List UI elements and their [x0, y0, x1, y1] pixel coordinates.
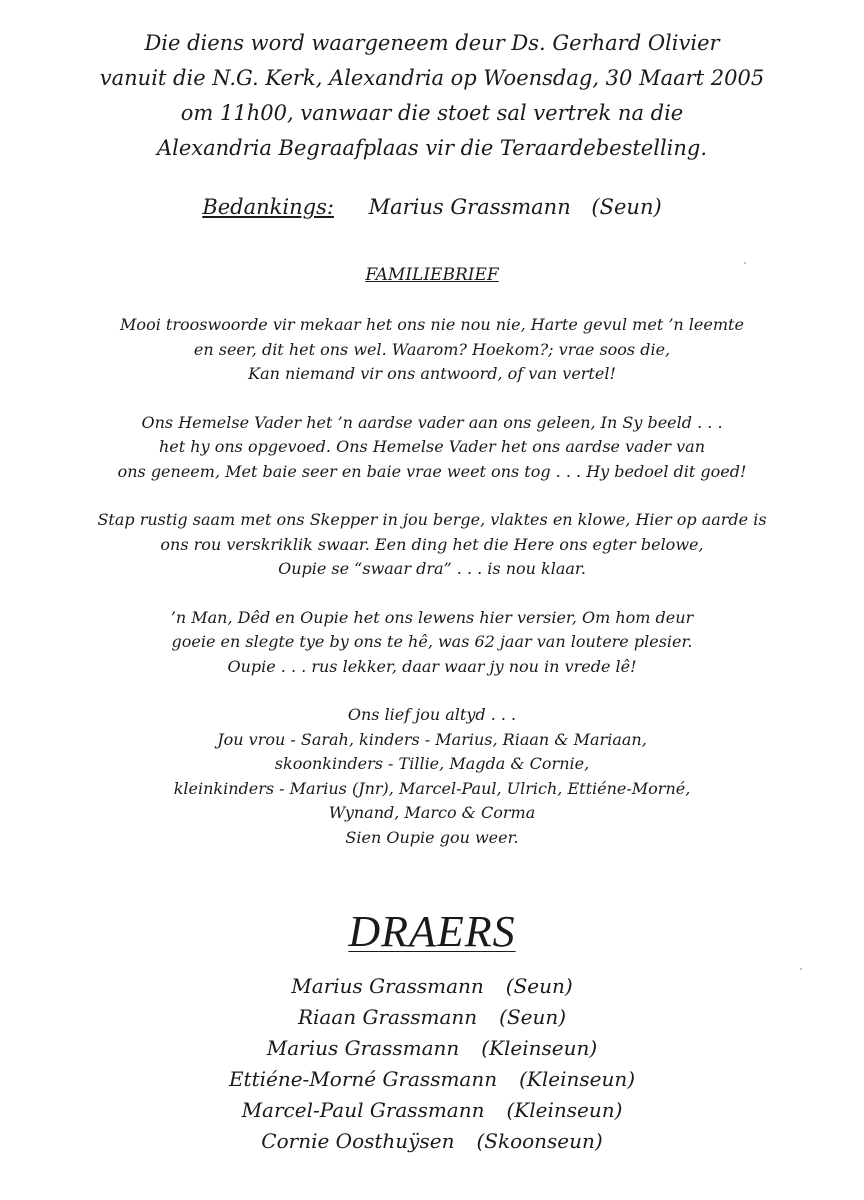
paper-speck	[800, 968, 802, 970]
stanza-line: Stap rustig saam met ons Skepper in jou berge, vlaktes en klowe, Hier op aarde is	[97, 510, 767, 529]
service-details	[40, 26, 824, 166]
stanza-line: Kan niemand vir ons antwoord, of van vertel!	[248, 364, 616, 383]
stanza-line: Oupie . . . rus lekker, daar waar jy nou in vrede lê!	[227, 656, 637, 676]
stanza-line: Sien Oupie gou weer.	[345, 827, 519, 847]
service-line: vanuit die N.G. Kerk, Alexandria op Woensdag, 30 Maart 2005	[99, 66, 765, 90]
pallbearer-relation: (Kleinseun)	[481, 1036, 598, 1060]
stanza-line: ons rou verskriklik swaar. Een ding het die Here ons egter belowe,	[160, 534, 704, 554]
stanza	[40, 508, 824, 582]
pallbearer-relation: (Kleinseun)	[519, 1067, 636, 1091]
acknowledgements-label: Bedankings:	[202, 195, 334, 219]
stanza-line: Ons lief jou altyd . . .	[347, 705, 517, 724]
family-letter	[40, 313, 824, 874]
service-line: om 11h00, vanwaar die stoet sal vertrek na die	[180, 101, 684, 125]
family-signoff	[40, 703, 824, 850]
acknowledgements-relation: (Seun)	[591, 195, 662, 219]
stanza	[40, 411, 824, 485]
pallbearer	[0, 1002, 864, 1033]
paper-speck	[744, 262, 746, 264]
pallbearers-list	[0, 971, 864, 1157]
stanza-line: Oupie se “swaar dra” . . . is nou klaar.	[278, 559, 586, 578]
stanza-line: ’n Man, Dêd en Oupie het ons lewens hier versier, Om hom deur	[170, 607, 694, 627]
acknowledgements-name: Marius Grassmann	[368, 195, 571, 219]
pallbearer	[0, 971, 864, 1002]
stanza	[40, 313, 824, 387]
pallbearer	[0, 1126, 864, 1157]
stanza-line: het hy ons opgevoed. Ons Hemelse Vader het ons aardse vader van	[159, 437, 705, 456]
pallbearer	[0, 1064, 864, 1095]
pallbearer-relation: (Seun)	[499, 1005, 567, 1029]
service-line: Die diens word waargeneem deur Ds. Gerhard Olivier	[144, 31, 720, 55]
stanza-line: en seer, dit het ons wel. Waarom? Hoekom?; vrae soos die,	[193, 339, 671, 359]
stanza-line: kleinkinders - Marius (Jnr), Marcel-Paul, Ulrich, Ettiéne-Morné,	[173, 778, 691, 798]
pallbearer-relation: (Seun)	[505, 974, 573, 998]
pallbearer-name: Riaan Grassmann	[297, 1005, 478, 1029]
acknowledgements	[0, 192, 864, 222]
pallbearers-title: DRAERS	[348, 907, 516, 956]
stanza-line: Ons Hemelse Vader het ’n aardse vader aan ons geleen, In Sy beeld . . .	[141, 412, 723, 432]
pallbearer-name: Ettiéne-Morné Grassmann	[228, 1067, 498, 1091]
stanza	[40, 606, 824, 680]
pallbearer-name: Marius Grassmann	[266, 1036, 460, 1060]
pallbearer	[0, 1033, 864, 1064]
pallbearer-relation: (Skoonseun)	[476, 1129, 603, 1153]
stanza-line: Mooi trooswoorde vir mekaar het ons nie nou nie, Harte gevul met ’n leemte	[120, 315, 744, 334]
pallbearer-name: Cornie Oosthuÿsen	[261, 1129, 455, 1153]
pallbearer-relation: (Kleinseun)	[506, 1098, 623, 1122]
pallbearer-name: Marius Grassmann	[291, 974, 484, 998]
family-letter-title: FAMILIEBRIEF	[365, 265, 499, 285]
stanza-line: ons geneem, Met baie seer en baie vrae weet ons tog . . . Hy bedoel dit goed!	[117, 461, 747, 481]
service-line: Alexandria Begraafplaas vir die Teraardebestelling.	[156, 136, 708, 160]
stanza-line: Jou vrou - Sarah, kinders - Marius, Riaan & Mariaan,	[217, 729, 647, 749]
stanza-line: goeie en slegte tye by ons te hê, was 62 jaar van loutere plesier.	[171, 632, 693, 651]
stanza-line: skoonkinders - Tillie, Magda & Cornie,	[274, 754, 590, 773]
stanza-line: Wynand, Marco & Corma	[328, 803, 536, 822]
pallbearer-name: Marcel-Paul Grassmann	[241, 1098, 485, 1122]
pallbearer	[0, 1095, 864, 1126]
